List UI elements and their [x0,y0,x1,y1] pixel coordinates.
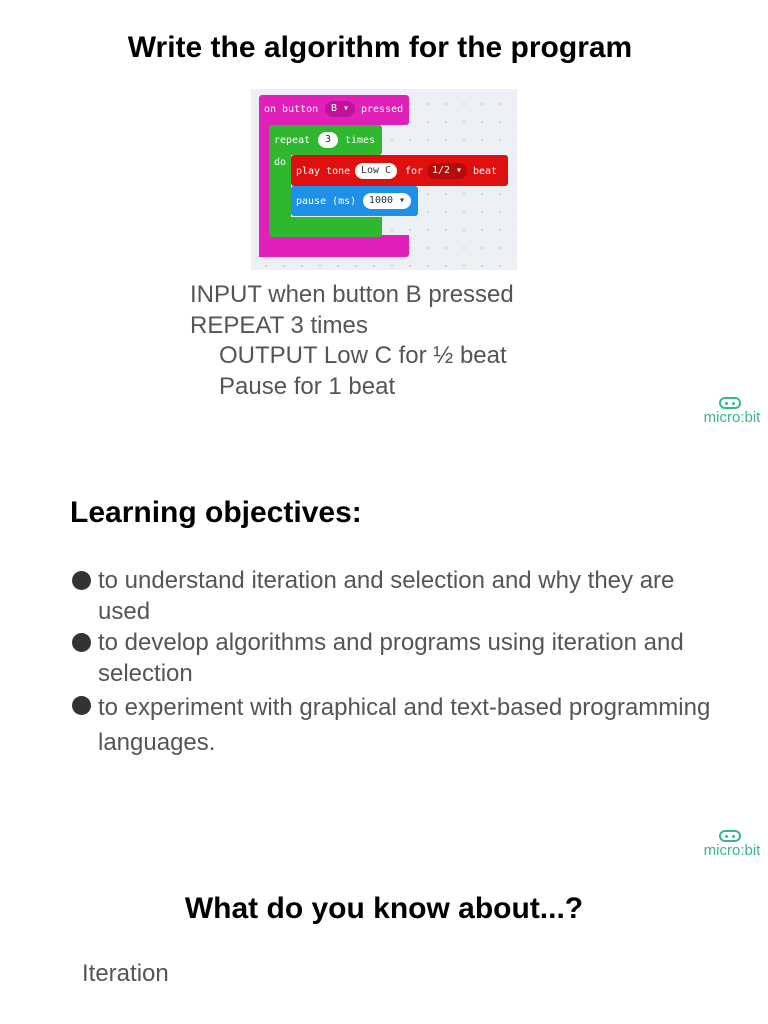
pause-ms-value: 1000 [368,195,394,206]
microbit-logo-text: micro:bit [703,409,761,426]
algorithm-line: REPEAT 3 times [190,311,368,339]
event-on-label: on button [264,104,319,115]
objective-text: to experiment with graphical and text-based programming languages. [98,694,711,756]
microbit-logo-text: micro:bit [703,842,761,859]
event-button-dropdown: B ▾ [325,101,355,117]
note-value: Low C [360,165,392,176]
objective-item [72,627,732,689]
repeat-do-label: do [274,157,287,168]
objective-text: to understand iteration and selection and why they are used [98,567,675,625]
objective-item [72,565,732,627]
algorithm-line: Pause for 1 beat [219,372,396,400]
repeat-count-input [318,132,338,148]
microbit-logo [701,830,763,860]
bullet-icon [72,571,91,590]
microbit-logo [701,397,763,427]
beat-label: beat [473,166,498,177]
microbit-icon [719,830,741,842]
repeat-count-value: 3 [324,134,332,145]
event-button-value: B [330,103,337,114]
algorithm-text [190,280,514,402]
iteration-item: Iteration [82,960,169,987]
algorithm-line: OUTPUT Low C for ½ beat [219,342,507,369]
bullet-icon [72,696,91,715]
learning-objectives-title: Learning objectives: [70,496,362,529]
beat-dropdown: 1/2 ▾ [427,163,467,179]
event-pressed-label: pressed [361,104,404,115]
play-tone-for-label: for [405,166,424,177]
slide-title: Write the algorithm for the program [127,31,633,64]
block-editor-image [251,89,517,270]
objectives-list [72,565,732,760]
objective-text: to develop algorithms and programs using iteration and selection [98,629,684,687]
pause-ms-dropdown: 1000 ▾ [363,193,411,209]
beat-value: 1/2 [431,165,450,176]
bullet-icon [72,633,91,652]
play-tone-label: play tone [296,166,351,177]
what-do-you-know-title: What do you know about...? [184,892,584,925]
objective-item [72,690,732,760]
repeat-times-label: times [345,135,376,146]
algorithm-line: INPUT when button B pressed [190,281,514,308]
repeat-block-bottom [269,217,382,237]
repeat-label: repeat [274,135,311,146]
note-input [355,163,397,179]
microbit-icon [719,397,741,409]
event-block-bottom [259,235,409,257]
pause-label: pause (ms) [296,196,357,207]
